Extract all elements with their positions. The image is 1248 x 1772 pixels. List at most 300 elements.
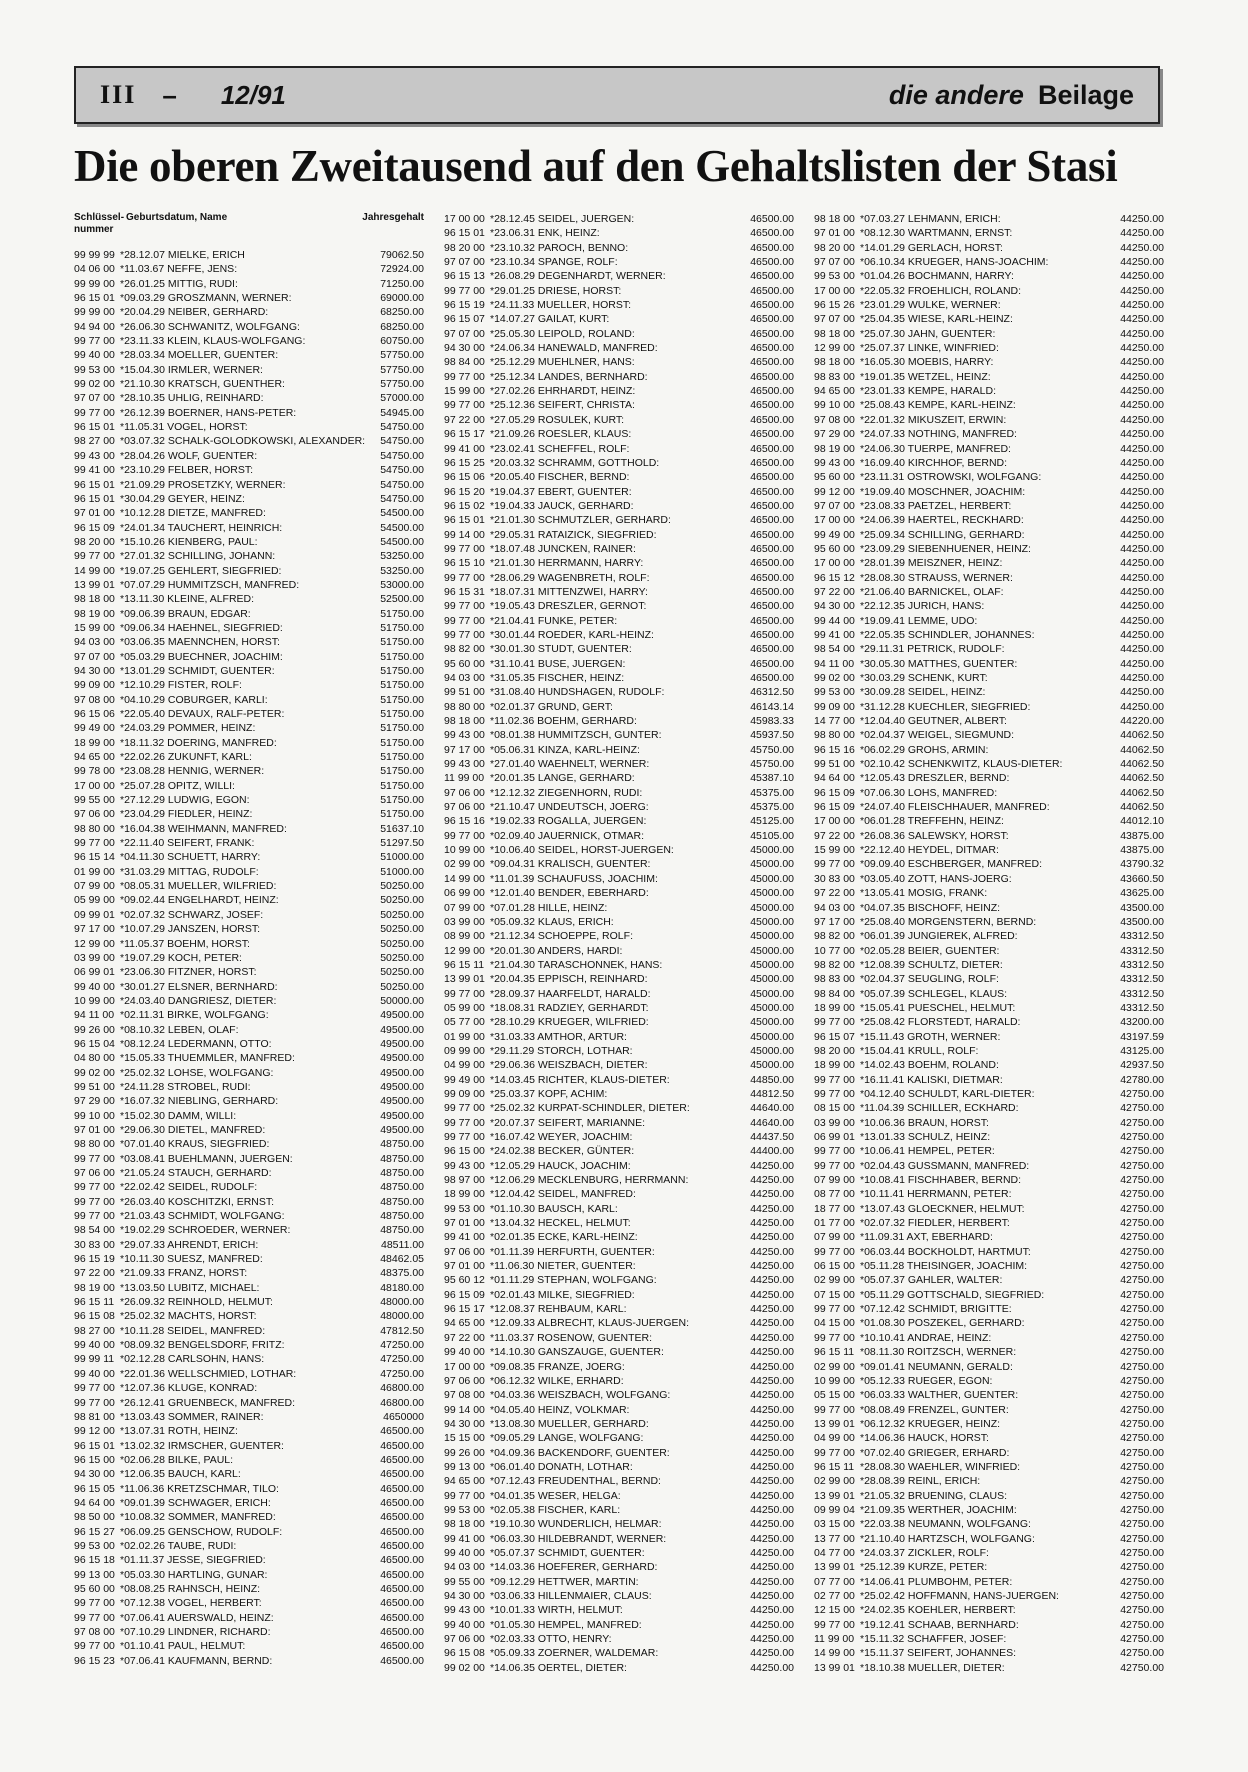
entry-salary: 44250.00 — [1120, 456, 1164, 469]
entry-salary: 79062.50 — [380, 249, 424, 261]
entry-name: *16.07.32 NIEBLING, GERHARD: — [120, 1095, 279, 1108]
entry-key: 98 84 00 — [814, 987, 855, 1000]
entry-key: 99 53 00 — [74, 1539, 115, 1552]
entry-key: 99 26 00 — [74, 1023, 115, 1036]
entry-name: *15.04.41 KRULL, ROLF: — [860, 1044, 979, 1057]
entry-key: 94 30 00 — [74, 1468, 115, 1481]
list-entry — [444, 499, 794, 513]
list-entry — [74, 807, 424, 821]
entry-name: *13.11.30 KLEINE, ALFRED: — [120, 593, 255, 606]
entry-salary: 44250.00 — [1120, 485, 1164, 498]
entry-name: *09.06.39 BRAUN, EDGAR: — [120, 607, 251, 620]
list-entry — [814, 1001, 1164, 1015]
entry-key: 96 15 11 — [814, 1346, 855, 1359]
entry-key: 99 53 00 — [814, 686, 855, 699]
list-entry — [74, 836, 424, 850]
entry-key: 96 15 01 — [74, 1439, 115, 1452]
entry-name: *14.06.41 PLUMBOHM, PETER: — [860, 1575, 1013, 1588]
entry-name: *03.06.33 HILLENMAIER, CLAUS: — [490, 1590, 652, 1602]
entry-key: 99 77 00 — [74, 1640, 115, 1653]
entry-name: *14.06.35 OERTEL, DIETER: — [490, 1661, 627, 1674]
entry-name: *07.03.27 LEHMANN, ERICH: — [860, 213, 1001, 225]
entry-salary: 44400.00 — [750, 1145, 794, 1158]
entry-name: *07.10.29 LINDNER, RICHARD: — [120, 1626, 271, 1638]
list-entry — [444, 1058, 794, 1072]
entry-name: *09.04.31 KRALISCH, GUENTER: — [490, 858, 651, 871]
entry-name: *12.04.40 GEUTNER, ALBERT: — [860, 715, 1007, 728]
list-entry — [74, 1410, 424, 1424]
entry-salary: 44250.00 — [1120, 299, 1164, 312]
entry-name: *22.01.32 MIKUSZEIT, ERWIN: — [860, 413, 1007, 426]
entry-salary: 42750.00 — [1120, 1288, 1164, 1301]
entry-salary: 51750.00 — [380, 779, 424, 792]
entry-salary: 46500.00 — [750, 571, 794, 584]
list-entry — [444, 1517, 794, 1531]
entry-salary: 44250.00 — [1120, 614, 1164, 627]
list-entry — [814, 1661, 1164, 1675]
entry-name: *05.09.33 ZOERNER, WALDEMAR: — [490, 1647, 659, 1660]
list-entry — [814, 1589, 1164, 1603]
entry-name: *28.09.37 HAARFELDT, HARALD: — [490, 987, 651, 1000]
entry-salary: 44250.00 — [1120, 585, 1164, 598]
column-rows — [814, 212, 1164, 1675]
entry-key: 94 30 00 — [444, 342, 485, 355]
list-entry — [814, 1159, 1164, 1173]
entry-name: *12.09.33 ALBRECHT, KLAUS-JUERGEN: — [490, 1317, 689, 1330]
entry-salary: 44250.00 — [750, 1217, 794, 1230]
entry-name: *25.07.30 JAHN, GUENTER: — [860, 327, 996, 340]
entry-name: *15.05.33 THUEMMLER, MANFRED: — [120, 1052, 295, 1065]
list-entry — [814, 1187, 1164, 1201]
entry-salary: 44250.00 — [750, 1446, 794, 1459]
entry-key: 07 15 00 — [814, 1288, 855, 1301]
entry-salary: 44250.00 — [1120, 399, 1164, 412]
list-entry — [444, 241, 794, 255]
entry-salary: 44250.00 — [750, 1188, 794, 1201]
entry-name: *09.03.29 GROSZMANN, WERNER: — [120, 292, 292, 305]
entry-name: *24.06.34 HANEWALD, MANFRED: — [490, 342, 658, 355]
entry-key: 99 77 00 — [444, 542, 485, 555]
list-entry — [74, 1094, 424, 1108]
entry-key: 99 77 00 — [814, 1331, 855, 1344]
entry-key: 13 99 01 — [74, 578, 115, 591]
entry-key: 04 99 00 — [814, 1432, 855, 1445]
list-entry — [74, 850, 424, 864]
entry-name: *07.01.40 KRAUS, SIEGFRIED: — [120, 1138, 270, 1151]
list-entry — [814, 1302, 1164, 1316]
entry-name: *02.02.26 TAUBE, RUDI: — [120, 1539, 237, 1552]
entry-key: 99 40 00 — [444, 1346, 485, 1359]
entry-key: 03 99 00 — [444, 915, 485, 928]
list-entry — [444, 1403, 794, 1417]
list-entry — [74, 1553, 424, 1567]
entry-salary: 42750.00 — [1120, 1087, 1164, 1100]
entry-key: 99 40 00 — [74, 1339, 115, 1352]
list-entry — [814, 685, 1164, 699]
list-entry — [74, 980, 424, 994]
list-entry — [444, 944, 794, 958]
entry-salary: 48750.00 — [380, 1138, 424, 1151]
list-entry — [814, 1030, 1164, 1044]
list-entry — [74, 1439, 424, 1453]
list-entry — [444, 1030, 794, 1044]
list-entry — [444, 829, 794, 843]
entry-key: 99 53 00 — [814, 270, 855, 283]
entry-name: *13.07.31 ROTH, HEINZ: — [120, 1425, 238, 1438]
entry-key: 96 15 06 — [444, 471, 485, 484]
entry-name: *18.11.32 DOERING, MANFRED: — [120, 736, 277, 749]
entry-salary: 44250.00 — [1120, 700, 1164, 713]
entry-name: *29.06.30 DIETEL, MANFRED: — [120, 1123, 266, 1136]
entry-salary: 45000.00 — [750, 844, 794, 857]
list-entry — [814, 269, 1164, 283]
entry-salary: 44250.00 — [750, 1288, 794, 1301]
entry-name: *11.03.37 ROSENOW, GUENTER: — [490, 1331, 653, 1344]
entry-salary: 42750.00 — [1120, 1188, 1164, 1201]
entry-key: 09 99 04 — [814, 1503, 855, 1516]
entry-name: *12.06.29 MECKLENBURG, HERRMANN: — [490, 1174, 689, 1187]
entry-name: *23.06.30 FITZNER, HORST: — [120, 966, 257, 979]
entry-key: 99 09 00 — [814, 700, 855, 713]
entry-salary: 49500.00 — [380, 1109, 424, 1122]
list-entry — [814, 1489, 1164, 1503]
entry-name: *05.03.30 HARTLING, GUNAR: — [120, 1568, 268, 1581]
entry-salary: 43312.50 — [1120, 973, 1164, 986]
entry-salary: 46500.00 — [380, 1640, 424, 1653]
entry-salary: 43200.00 — [1120, 1016, 1164, 1029]
entry-key: 98 54 00 — [74, 1224, 115, 1237]
list-entry — [444, 355, 794, 369]
list-entry — [814, 929, 1164, 943]
entry-salary: 48750.00 — [380, 1152, 424, 1165]
entry-name: *24.11.28 STROBEL, RUDI: — [120, 1080, 251, 1093]
entry-name: *06.01.40 DONATH, LOTHAR: — [490, 1460, 633, 1473]
entry-salary: 46500.00 — [380, 1425, 424, 1438]
entry-key: 05 99 00 — [444, 1001, 485, 1014]
entry-name: *23.10.29 FELBER, HORST: — [120, 464, 254, 477]
entry-salary: 44250.00 — [1120, 356, 1164, 369]
entry-name: *21.09.26 ROESLER, KLAUS: — [490, 428, 632, 441]
entry-name: *19.09.40 MOSCHNER, JOACHIM: — [860, 485, 1026, 498]
entry-salary: 44250.00 — [1120, 643, 1164, 656]
entry-name: *27.05.29 ROSULEK, KURT: — [490, 413, 625, 426]
entry-key: 18 99 00 — [814, 1059, 855, 1072]
entry-name: *21.09.33 FRANZ, HORST: — [120, 1267, 248, 1280]
entry-key: 07 99 00 — [444, 901, 485, 914]
entry-key: 99 77 00 — [444, 1116, 485, 1129]
entry-salary: 42750.00 — [1120, 1546, 1164, 1559]
entry-salary: 42780.00 — [1120, 1073, 1164, 1086]
entry-salary: 53250.00 — [380, 550, 424, 563]
entry-name: *30.01.44 ROEDER, KARL-HEINZ: — [490, 628, 654, 641]
entry-key: 98 19 00 — [74, 1281, 115, 1294]
entry-name: *02.03.33 OTTO, HENRY: — [490, 1633, 612, 1646]
entry-name: *22.02.42 SEIDEL, RUDOLF: — [120, 1181, 258, 1194]
list-entry — [74, 320, 424, 334]
entry-name: *25.04.35 WIESE, KARL-HEINZ: — [860, 313, 1013, 326]
entry-name: *28.10.29 KRUEGER, WILFRIED: — [490, 1016, 649, 1029]
list-entry — [814, 599, 1164, 613]
entry-key: 96 15 23 — [74, 1654, 115, 1667]
list-entry — [814, 212, 1164, 226]
list-entry — [444, 1316, 794, 1330]
entry-salary: 42750.00 — [1120, 1575, 1164, 1588]
entry-name: *02.01.43 MILKE, SIEGFRIED: — [490, 1288, 635, 1301]
entry-name: *12.08.37 REHBAUM, KARL: — [490, 1303, 627, 1316]
entry-name: *25.05.30 LEIPOLD, ROLAND: — [490, 327, 635, 340]
entry-name: *29.05.31 RATAIZICK, SIEGFRIED: — [490, 528, 657, 541]
list-entry — [74, 291, 424, 305]
entry-name: *06.12.32 KRUEGER, HEINZ: — [860, 1417, 1001, 1430]
entry-key: 99 12 00 — [74, 1425, 115, 1438]
entry-salary: 42750.00 — [1120, 1231, 1164, 1244]
entry-name: *18.07.31 MITTENZWEI, HARRY: — [490, 585, 648, 598]
entry-name: *07.06.41 KAUFMANN, BERND: — [120, 1654, 273, 1667]
entry-salary: 45937.50 — [750, 729, 794, 742]
entry-salary: 51750.00 — [380, 607, 424, 620]
list-entry — [74, 822, 424, 836]
entry-name: *06.03.44 BOCKHOLDT, HARTMUT: — [860, 1245, 1031, 1258]
list-entry — [444, 442, 794, 456]
entry-salary: 45750.00 — [750, 743, 794, 756]
list-entry — [74, 1109, 424, 1123]
list-entry — [444, 1144, 794, 1158]
list-entry — [814, 1546, 1164, 1560]
entry-key: 94 30 00 — [814, 600, 855, 613]
entry-name: *12.05.29 HAUCK, JOACHIM: — [490, 1159, 631, 1172]
list-entry — [444, 1603, 794, 1617]
entry-salary: 42750.00 — [1120, 1446, 1164, 1459]
entry-key: 99 53 00 — [444, 1202, 485, 1215]
entry-salary: 42750.00 — [1120, 1489, 1164, 1502]
entry-salary: 45105.00 — [750, 829, 794, 842]
entry-salary: 45000.00 — [750, 944, 794, 957]
entry-salary: 42750.00 — [1120, 1159, 1164, 1172]
entry-name: *21.05.24 STAUCH, GERHARD: — [120, 1167, 272, 1179]
entry-salary: 44250.00 — [750, 1460, 794, 1473]
column-rows — [74, 248, 424, 1668]
entry-key: 99 43 00 — [444, 758, 485, 771]
list-entry — [74, 750, 424, 764]
entry-key: 99 41 00 — [74, 464, 115, 477]
entry-name: *30.05.30 MATTHES, GUENTER: — [860, 657, 1018, 670]
entry-name: *24.03.37 ZICKLER, ROLF: — [860, 1546, 989, 1559]
list-entry — [74, 1611, 424, 1625]
entry-key: 97 29 00 — [74, 1095, 115, 1108]
entry-name: *10.11.41 HERRMANN, PETER: — [860, 1188, 1012, 1201]
entry-key: 06 99 00 — [444, 887, 485, 900]
entry-name: *04.05.40 HEINZ, VOLKMAR: — [490, 1403, 630, 1416]
list-entry — [814, 800, 1164, 814]
list-entry — [74, 1166, 424, 1180]
list-entry — [814, 1517, 1164, 1531]
entry-name: *21.10.30 KRATSCH, GUENTHER: — [120, 378, 285, 391]
entry-name: *25.08.42 FLORSTEDT, HARALD: — [860, 1016, 1021, 1029]
list-entry — [814, 1130, 1164, 1144]
entry-name: *21.04.30 TARASCHONNEK, HANS: — [490, 958, 663, 971]
entry-name: *08.10.32 LEBEN, OLAF: — [120, 1023, 239, 1036]
entry-name: *05.07.37 GAHLER, WALTER: — [860, 1274, 1003, 1287]
list-entry — [814, 915, 1164, 929]
list-entry — [814, 1259, 1164, 1273]
entry-name: *24.07.33 NOTHING, MANFRED: — [860, 428, 1017, 441]
entry-salary: 44250.00 — [750, 1647, 794, 1660]
entry-name: *29.11.29 STORCH, LOTHAR: — [490, 1044, 633, 1057]
entry-salary: 44250.00 — [750, 1202, 794, 1215]
list-entry — [814, 972, 1164, 986]
entry-name: *10.10.41 ANDRAE, HEINZ: — [860, 1331, 992, 1344]
entry-name: *04.12.40 SCHULDT, KARL-DIETER: — [860, 1087, 1035, 1100]
entry-name: *02.12.28 CARLSOHN, HANS: — [120, 1353, 265, 1366]
list-entry — [74, 420, 424, 434]
list-column-2 — [444, 212, 794, 1682]
entry-key: 95 60 00 — [74, 1582, 115, 1595]
column-rows — [444, 212, 794, 1675]
list-entry — [74, 1639, 424, 1653]
entry-key: 96 15 25 — [444, 456, 485, 469]
entry-salary: 50250.00 — [380, 937, 424, 950]
entry-salary: 48750.00 — [380, 1210, 424, 1223]
entry-name: *06.12.32 WILKE, ERHARD: — [490, 1374, 624, 1387]
entry-name: *15.02.30 DAMM, WILLI: — [120, 1109, 237, 1122]
entry-key: 95 60 00 — [814, 542, 855, 555]
entry-key: 11 99 00 — [814, 1633, 855, 1646]
list-entry — [814, 1360, 1164, 1374]
entry-key: 12 99 00 — [74, 937, 115, 950]
entry-key: 96 15 31 — [444, 585, 485, 598]
entry-salary: 44640.00 — [750, 1102, 794, 1115]
entry-key: 12 15 00 — [814, 1604, 855, 1617]
list-entry — [74, 922, 424, 936]
list-entry — [444, 1230, 794, 1244]
list-entry — [814, 1560, 1164, 1574]
entry-salary: 42750.00 — [1120, 1202, 1164, 1215]
entry-salary: 44250.00 — [1120, 542, 1164, 555]
entry-key: 13 99 01 — [814, 1489, 855, 1502]
entry-salary: 46500.00 — [750, 456, 794, 469]
entry-key: 99 78 00 — [74, 765, 115, 778]
entry-salary: 45000.00 — [750, 1001, 794, 1014]
list-entry — [74, 1023, 424, 1037]
list-entry — [814, 786, 1164, 800]
entry-key: 99 99 11 — [74, 1353, 115, 1366]
entry-key: 97 29 00 — [814, 428, 855, 441]
entry-key: 94 30 00 — [444, 1590, 485, 1602]
entry-salary: 42750.00 — [1120, 1260, 1164, 1273]
entry-key: 96 15 13 — [444, 270, 485, 283]
entry-key: 13 99 01 — [814, 1417, 855, 1430]
entry-name: *27.01.32 SCHILLING, JOHANN: — [120, 550, 276, 563]
entry-name: *22.03.38 NEUMANN, WOLFGANG: — [860, 1518, 1031, 1531]
entry-salary: 44250.00 — [1120, 270, 1164, 283]
entry-salary: 46500.00 — [750, 442, 794, 455]
entry-key: 99 77 00 — [74, 406, 115, 419]
entry-salary: 44250.00 — [750, 1518, 794, 1531]
list-entry — [814, 1417, 1164, 1431]
entry-key: 99 77 00 — [814, 1016, 855, 1029]
list-entry — [814, 1087, 1164, 1101]
entry-name: *25.12.34 LANDES, BERNHARD: — [490, 370, 648, 383]
entry-salary: 51750.00 — [380, 650, 424, 663]
list-entry — [814, 1460, 1164, 1474]
entry-name: *05.07.39 SCHLEGEL, KLAUS: — [860, 987, 1008, 1000]
entry-name: *27.12.29 LUDWIG, EGON: — [120, 794, 250, 807]
entry-name: *22.12.40 HEYDEL, DITMAR: — [860, 844, 999, 857]
entry-salary: 43500.00 — [1120, 901, 1164, 914]
list-entry — [814, 1144, 1164, 1158]
entry-salary: 46800.00 — [380, 1382, 424, 1395]
entry-name: *15.04.30 IRMLER, WERNER: — [120, 363, 263, 376]
entry-name: *12.04.42 SEIDEL, MANFRED: — [490, 1188, 636, 1201]
entry-salary: 44250.00 — [750, 1174, 794, 1187]
entry-key: 98 18 00 — [814, 356, 855, 369]
entry-salary: 50250.00 — [380, 980, 424, 993]
entry-key: 98 84 00 — [444, 356, 485, 369]
list-entry — [444, 743, 794, 757]
list-entry — [444, 370, 794, 384]
entry-key: 99 40 00 — [444, 1546, 485, 1559]
entry-key: 07 99 00 — [814, 1174, 855, 1187]
entry-salary: 51750.00 — [380, 708, 424, 720]
entry-name: *19.07.25 GEHLERT, SIEGFRIED: — [120, 564, 282, 577]
entry-name: *31.08.40 HUNDSHAGEN, RUDOLF: — [490, 686, 665, 699]
entry-key: 99 13 00 — [444, 1460, 485, 1473]
list-entry — [814, 1532, 1164, 1546]
entry-key: 17 00 00 — [814, 514, 855, 527]
entry-name: *15.05.41 PUESCHEL, HELMUT: — [860, 1001, 1016, 1014]
list-entry — [814, 1073, 1164, 1087]
entry-salary: 44250.00 — [750, 1661, 794, 1674]
entry-name: *07.12.38 VOGEL, HERBERT: — [120, 1597, 262, 1610]
entry-salary: 47250.00 — [380, 1367, 424, 1380]
entry-name: *25.02.32 MACHTS, HORST: — [120, 1310, 257, 1323]
entry-salary: 46500.00 — [750, 327, 794, 340]
entry-key: 02 99 00 — [814, 1360, 855, 1373]
entry-name: *19.07.29 KOCH, PETER: — [120, 951, 242, 964]
list-entry — [74, 592, 424, 606]
entry-key: 08 15 00 — [814, 1102, 855, 1115]
entry-name: *06.10.34 KRUEGER, HANS-JOACHIM: — [860, 256, 1049, 269]
entry-name: *29.06.36 WEISZBACH, DIETER: — [490, 1059, 648, 1072]
entry-salary: 42750.00 — [1120, 1174, 1164, 1187]
entry-name: *13.01.33 SCHULZ, HEINZ: — [860, 1131, 991, 1143]
entry-name: *02.06.28 BILKE, PAUL: — [120, 1453, 234, 1466]
entry-name: *15.10.26 KIENBERG, PAUL: — [120, 535, 258, 548]
entry-name: *24.06.39 HAERTEL, RECKHARD: — [860, 514, 1024, 527]
entry-salary: 46500.00 — [750, 299, 794, 312]
list-entry — [444, 599, 794, 613]
list-entry — [74, 1467, 424, 1481]
entry-key: 96 15 10 — [444, 557, 485, 570]
list-entry — [814, 944, 1164, 958]
entry-key: 18 77 00 — [814, 1202, 855, 1215]
entry-key: 17 00 00 — [814, 284, 855, 297]
entry-key: 98 83 00 — [814, 973, 855, 986]
list-entry — [814, 398, 1164, 412]
list-entry — [814, 1575, 1164, 1589]
entry-name: *09.01.41 NEUMANN, GERALD: — [860, 1360, 1013, 1373]
entry-key: 96 15 11 — [444, 958, 485, 971]
entry-key: 96 15 01 — [74, 292, 115, 305]
list-entry — [74, 1051, 424, 1065]
entry-salary: 44062.50 — [1120, 772, 1164, 785]
entry-salary: 46500.00 — [750, 585, 794, 598]
entry-key: 98 82 00 — [444, 643, 485, 656]
entry-name: *03.07.32 SCHALK-GOLODKOWSKI, ALEXANDER: — [120, 435, 366, 448]
entry-salary: 51750.00 — [380, 621, 424, 634]
list-entry — [74, 635, 424, 649]
list-entry — [74, 793, 424, 807]
